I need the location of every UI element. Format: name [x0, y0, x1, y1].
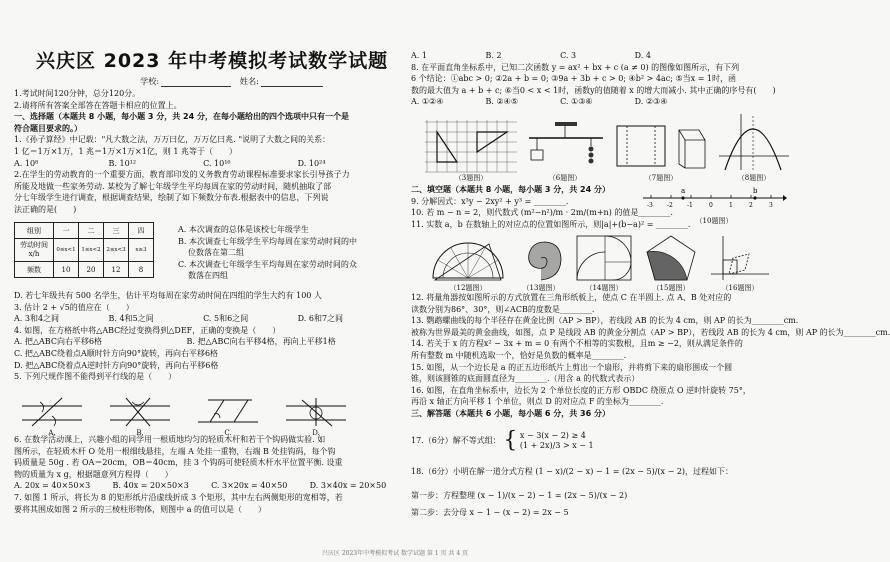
- figure-q14: [575, 234, 633, 293]
- q7-q8-block: [411, 50, 791, 108]
- lever-figure: [525, 120, 605, 172]
- left-column: [0, 0, 400, 562]
- q3-option-b: B. 4和5之间: [108, 314, 154, 324]
- tick-label: 2: [749, 202, 753, 209]
- q8-line-2: 6 个结论：①abc > 0; ②2a + b = 0; ③9a + 3b + c > 0; ④b² > 4ac; ⑤当x = 1时，函: [411, 74, 737, 84]
- q7-option-b: B. 2: [485, 51, 502, 60]
- table-cell: x≥3: [129, 239, 154, 262]
- intro-block: [14, 88, 396, 216]
- number-line-figure: [641, 184, 787, 226]
- q5-construction-c: [194, 396, 262, 428]
- inequality-1: x − 3(x − 2) ≥ 4: [519, 431, 586, 440]
- q7-option-c: C. 3: [560, 51, 577, 60]
- note-1: 1.考试时间120分钟，总分120分。: [14, 89, 141, 98]
- q17-prefix: 17.（6分）解不等式组：: [411, 436, 501, 445]
- q6-option-b: B. 40x = 20×50×3: [112, 481, 189, 491]
- number-line: [641, 184, 787, 212]
- q18-step-1: 第一步：方程整理 (x − 1)/(x − 2) − 1 = (2x − 5)/(x − 2): [411, 490, 628, 500]
- table-cell: 20: [79, 262, 104, 278]
- tick-label: 3: [769, 202, 773, 209]
- q18-step-2: 第二步：去分母 x − 1 − (x − 2) = 2x − 5: [411, 508, 569, 518]
- q1-option-d: D. 10²⁴: [297, 158, 326, 168]
- figure-caption: （8题图）: [737, 174, 771, 182]
- q14-line-1: 14. 若关于 x 的方程x² − 3x + m = 0 有两个不相等的实数根，且m ≥ −2，则从满足条件的: [411, 339, 743, 349]
- section1-heading: 一、选择题（本题共 8 小题，每小题 3 分，共 24 分，在每小题给出的四个选项中只有一个是: [14, 112, 349, 122]
- table-cell: 10: [54, 262, 79, 278]
- q7-option-d: D. 4: [634, 51, 651, 60]
- figures-row-1: [425, 112, 791, 183]
- figure-q8: [717, 112, 791, 183]
- figure-caption: （6题图）: [548, 174, 582, 182]
- q6-line-4: 物的质量为 x g，根据题意列方程得（ ）: [14, 469, 173, 479]
- section3-heading: 三、解答题（本题共 6 小题，每小题 6 分，共 36 分）: [411, 408, 610, 418]
- tick-label: 0: [709, 202, 713, 209]
- q12-line-2: 读数分别为86°、30°，则∠ACB的度数是________.: [411, 304, 595, 314]
- tick-label: 1: [729, 202, 733, 209]
- q15-line-1: 15. 如图，从一个边长是 a 的正五边形纸片上剪出一个扇形，并将剪下来的扇形围成一个圆: [411, 362, 733, 372]
- q5-figures: [18, 396, 350, 437]
- q2-line-4: 法正确的是( ): [14, 204, 77, 214]
- q2-line-3: 分七年级学生进行调查，根据调查结果，绘制了如下频数分布表.根据表中的信息，下列说: [14, 193, 329, 203]
- q5-construction-b: [106, 396, 174, 428]
- q1-line-1: 1.《孙子算经》中记载："凡大数之法，万万曰亿，万万亿曰兆. "说明了大数之间的关系：: [14, 135, 331, 145]
- q2-to-q5-block: [14, 290, 396, 383]
- q5-figure-c: [194, 396, 262, 437]
- q8-option-a: A. ①②④: [411, 97, 444, 107]
- q6-line-2: 图所示，在轻质木杆 O 处用一根细线悬挂，左端 A 处挂一重物，右端 B 处挂钩码，每个钩: [14, 446, 336, 456]
- q17-block: [411, 430, 791, 452]
- figure-caption: （14题图）: [585, 284, 623, 292]
- inequality-2: (1 + 2x)/3 > x − 1: [519, 441, 594, 450]
- tick-label: -2: [667, 202, 673, 209]
- q3-option-d: D. 6和7之间: [297, 314, 344, 324]
- name-label: 姓名:: [239, 76, 259, 86]
- figure-caption: （15题图）: [652, 284, 690, 292]
- table-cell: [15, 239, 54, 262]
- q4-options-ab: [14, 336, 396, 348]
- figure-caption: （16题图）: [721, 284, 759, 292]
- q5-figure-a: [18, 396, 86, 437]
- figure-q15: [645, 234, 697, 293]
- table-row: [15, 262, 154, 278]
- q6-q7-block: [14, 434, 396, 515]
- q5-figure-d: [282, 396, 350, 437]
- q13-line-1: 13. 鹦鹉螺曲线的每个半径存在黄金比例（AP > BP），若线段 AB 的长为 4 cm，则 AP 的长为________cm.: [411, 316, 799, 326]
- q5-option-c-label: C.: [224, 429, 232, 437]
- figures-row-2: [429, 234, 771, 293]
- q6-line-1: 6. 在数学活动课上，兴趣小组的同学用一根质地均匀的轻质木杆和若干个钩码做实验. 如: [14, 435, 326, 444]
- q16-line-1: 16. 如图，在直角坐标系中，边长为 2 个单位长度的正方形 OBDC 绕原点 O 逆时针旋转 75°，: [411, 385, 751, 395]
- q18-block: [411, 466, 791, 519]
- q13-line-2: 被称为世界最美的黄金曲线，如图，点 P 是线段 AB 的黄金分割点（AP > BP），若线段 AB 的长为 4 cm，则 AP 的长为________cm.: [411, 327, 890, 337]
- table-cell: 四: [129, 223, 154, 239]
- q8-option-b: B. ②④⑤: [485, 97, 519, 107]
- q18-stem: 18.（6分）小明在解一道分式方程 (1 − x)/(2 − x) − 1 = (2x − 5)/(x − 2)，过程如下：: [411, 467, 734, 476]
- q17-line: [411, 430, 791, 452]
- q5-figure-b: [106, 396, 174, 437]
- q5-construction-a: [18, 396, 86, 428]
- q7-option-a: A. 1: [411, 51, 427, 60]
- q6-line-3: 码质量是 50g . 若 OA＝20cm，OB＝40cm，挂 3 个钩码可使轻质木杆水平位置平衡. 设重: [14, 458, 343, 468]
- q8-option-c: C. ①③⑥: [560, 97, 593, 107]
- q4-option-d: D. 把△ABC绕着点A逆时针方向90°旋转，再向右平移6格: [14, 360, 219, 370]
- folded-paper-figure: [613, 120, 709, 172]
- q4-option-a: A. 把△ABC向右平移6格: [14, 337, 103, 347]
- q9-stem: 9. 分解因式：x³y − 2xy² + y³ = ________.: [411, 196, 569, 206]
- q8-option-d: D. ②③④: [634, 97, 668, 107]
- table-row: [15, 223, 154, 239]
- section2-heading: 二、填空题（本题共 8 小题，每小题 3 分，共 24 分）: [411, 185, 610, 194]
- q2-options: [178, 224, 398, 282]
- table-cell: 二: [79, 223, 104, 239]
- grid-transform-figure: [425, 120, 517, 172]
- q1-options: [14, 158, 396, 170]
- q1-option-b: B. 10¹²: [108, 158, 137, 168]
- table-label: 劳动时间: [20, 241, 48, 249]
- figure-caption: （7题图）: [644, 174, 678, 182]
- q8-line-3: 数的最大值为 a + b + c; ⑥当0 < x < 1时，函数y的值随着 x 的增大而减小. 其中正确的序号有( ): [411, 85, 776, 95]
- q8-options: [411, 96, 791, 108]
- figure-q12: [429, 234, 507, 293]
- q2-option-b: B. 本次调查七年级学生平均每周在家劳动时间的中: [178, 236, 357, 246]
- q5-construction-d: [282, 396, 350, 428]
- q2-line-2: 所能及地做一些家务劳动. 某校为了解七年级学生平均每周在家的劳动时间，随机抽取了部: [14, 181, 332, 191]
- table-cell: 频数: [15, 262, 54, 278]
- q15-line-2: 锥，则该圆锥的底面圆直径为________.（用含 a 的代数式表示）: [411, 374, 640, 384]
- table-cell: 1≤x<2: [79, 239, 104, 262]
- pentagon-sector-figure: [645, 234, 697, 282]
- q12-line-1: 12. 将量角器按如图所示的方式放置在三角形纸板上，使点 C 在半圆上. 点 A、B 处对应的: [411, 293, 732, 302]
- name-field[interactable]: [261, 78, 323, 87]
- q7-line-2: 要将其围成如图 2 所示的三棱柱形物体，则图中 a 的值可以是（ ）: [14, 504, 267, 514]
- figure-q7: [613, 120, 709, 183]
- q8-line-1: 8. 在平面直角坐标系中，已知二次函数 y = ax² + bx + c (a ≠ 0) 的图像如图所示，有下列: [411, 62, 740, 72]
- numline-caption: （10题图）: [695, 217, 733, 225]
- q3-options: [14, 313, 396, 325]
- figure-caption: （3题图）: [454, 174, 488, 182]
- q2-option-b-cont: 位数落在第二组: [188, 248, 244, 258]
- q2-option-c-cont: 数落在四组: [188, 271, 228, 281]
- table-cell: 三: [104, 223, 129, 239]
- q5-stem: 5. 下列尺规作图不能得到平行线的是（ ）: [14, 372, 177, 382]
- q1-option-c: C. 10¹⁶: [203, 158, 231, 168]
- table-cell: 12: [104, 262, 129, 278]
- frequency-table: [14, 222, 154, 278]
- q5-option-b-label: B.: [136, 429, 144, 437]
- table-cell: 0≤x<1: [54, 239, 79, 262]
- table-cell: 组别: [15, 223, 54, 239]
- q6-option-c: C. 3×20x = 40×50: [211, 481, 288, 491]
- q6-option-a: A. 20x = 40×50×3: [14, 481, 91, 491]
- school-field[interactable]: [161, 78, 231, 87]
- q3-stem: 3. 估计 2 + √5的值应在（ ）: [14, 302, 134, 312]
- right-column: [403, 0, 890, 562]
- q5-option-a-label: A.: [48, 429, 56, 437]
- q10-stem: 10. 若 m − n = 2，则代数式 (m²−n²)/m · 2m/(m+n) 的值是________.: [411, 208, 673, 218]
- q14-line-2: 所有整数 m 中随机选取一个，恰好是负数的概率是________.: [411, 350, 627, 360]
- q2-line-1: 2.在学生的劳动教育的一个重要方面，教育部印发的义务教育劳动课程标准要求家长引导孩子力: [14, 170, 350, 180]
- table-unit: x/h: [28, 250, 40, 258]
- figure-q3: [425, 120, 517, 183]
- nautilus-figure: [519, 234, 563, 282]
- q1-line-2: 1 亿＝1万×1万，1 兆＝1万×1万×1亿，则 1 兆等于（ ）: [14, 146, 237, 156]
- q6-options: [14, 480, 396, 492]
- q4-stem: 4. 如图，在方格纸中将△ABC经过变换得到△DEF，正确的变换是（ ）: [14, 325, 281, 335]
- page-title: 兴庆区 2023 年中考模拟考试数学试题: [36, 50, 389, 72]
- tick-label: -3: [647, 202, 653, 209]
- table-cell: 8: [129, 262, 154, 278]
- figure-q6: [525, 120, 605, 183]
- note-2: 2.请将所有答案全部答在答题卡相应的位置上。: [14, 100, 182, 110]
- figure-caption: （13题图）: [522, 284, 560, 292]
- figure-q13: [519, 234, 563, 293]
- page-footer: 兴庆区 2023年中考模拟考试 数学试题 第 1 页 共 4 页: [321, 550, 469, 557]
- golden-spiral-figure: [575, 234, 633, 282]
- tick-label: -1: [687, 202, 693, 209]
- q4-option-c: C. 把△ABC绕着点A顺时针方向90°旋转，再向右平移6格: [14, 348, 219, 358]
- table-row: [15, 239, 154, 262]
- q5-option-d-label: D.: [312, 429, 320, 437]
- q6-option-d: D. 3×40x = 20×50: [309, 481, 387, 491]
- system-brace: {: [503, 428, 518, 453]
- student-info-line: [140, 76, 329, 87]
- q12-to-q16-block: [411, 292, 890, 420]
- school-label: 学校:: [140, 76, 160, 86]
- q7-line-1: 7. 如图 1 所示，将长为 8 的矩形纸片沿虚线折成 3 个矩形，其中左右两侧矩形的宽相等，若: [14, 492, 343, 502]
- q11-stem: 11. 实数 a，b 在数轴上的对应点的位置如图所示，则|a|+(b−a)² = ________.: [411, 219, 691, 229]
- point-label-a: a: [681, 187, 686, 195]
- figure-q16: [709, 234, 771, 293]
- q4-option-b: B. 把△ABC向右平移4格，再向上平移1格: [186, 337, 336, 347]
- q3-option-a: A. 3和4之间: [14, 314, 60, 324]
- parabola-figure: [717, 112, 791, 172]
- table-cell: 2≤x<3: [104, 239, 129, 262]
- q3-option-c: C. 5和6之间: [203, 314, 249, 324]
- q2-option-a: A. 本次调查的总体是该校七年级学生: [178, 225, 309, 234]
- q7-options: [411, 50, 791, 62]
- inequality-system: [520, 431, 594, 451]
- figure-caption: （12题图）: [449, 284, 487, 292]
- q16-line-2: 再沿 x 轴正方向平移 1 个单位，则点 D 的对应点 F 的坐标为________.: [411, 397, 664, 407]
- q2-option-c: C. 本次调查七年级学生平均每周在家劳动时间的众: [178, 259, 357, 269]
- table-cell: 一: [54, 223, 79, 239]
- section1-heading-2: 符合题目要求的。）: [14, 123, 82, 133]
- protractor-figure: [429, 234, 507, 282]
- q1-option-a: A. 10⁸: [14, 158, 39, 168]
- point-label-b: b: [753, 187, 758, 195]
- q2-option-d: D. 若七年级共有 500 名学生，估计平均每周在家劳动时间在四组的学生大约有 100 人: [14, 291, 322, 300]
- rotated-square-figure: [709, 234, 771, 282]
